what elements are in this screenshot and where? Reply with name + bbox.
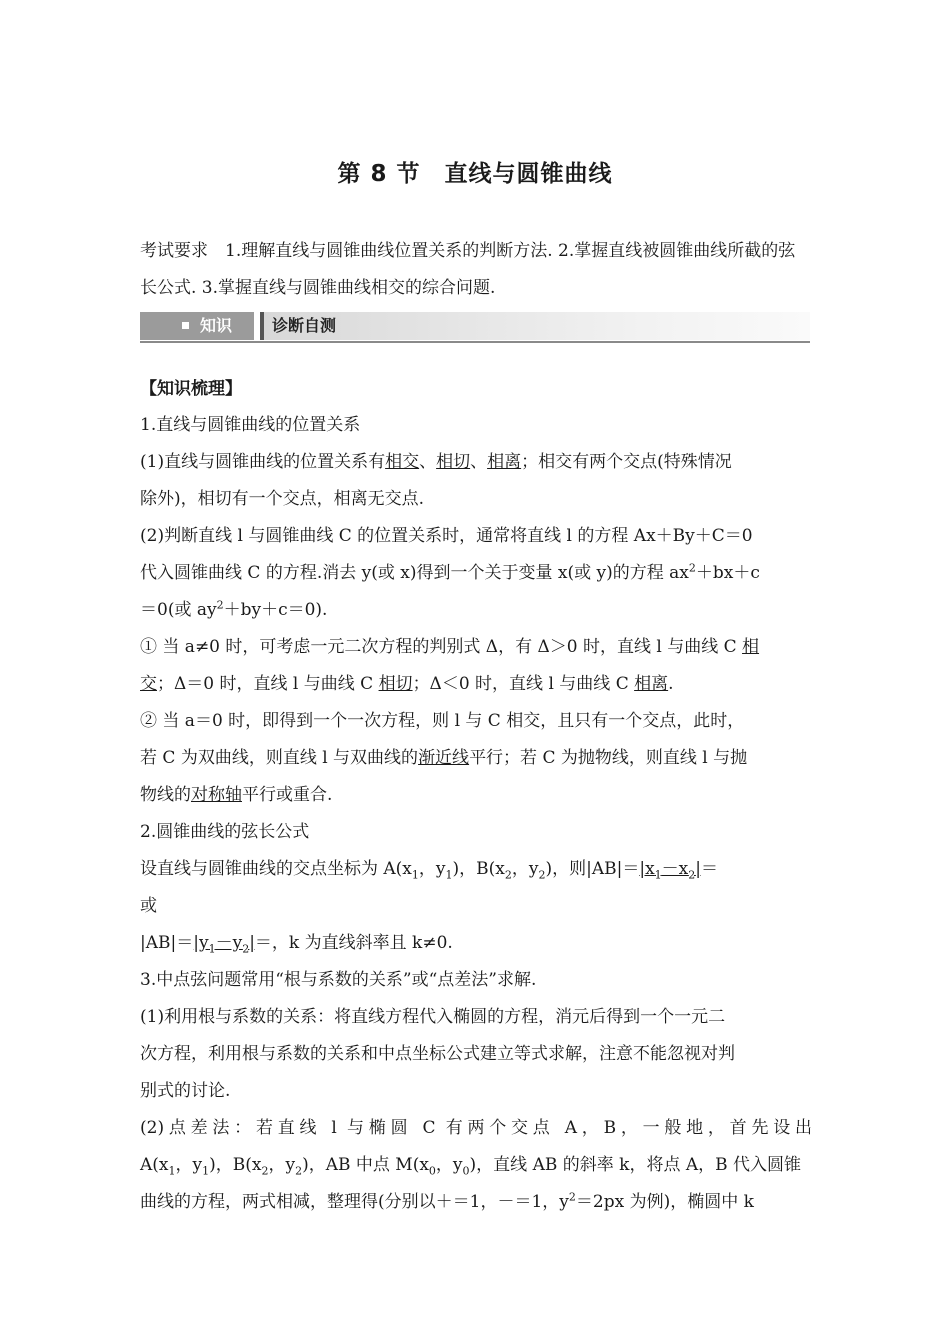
square-bullet-icon — [182, 322, 189, 329]
s2-line3: $|AB|=|y_1-y_2|=$，k 为直线斜率且 k≠0. — [140, 933, 453, 956]
banner-divider-bar — [260, 312, 264, 340]
s3-para2-line3: 曲线的方程，两式相减，整理得(分别以＋＝1，－＝1，$y^2=2px$ 为例)，椭圆中 k — [140, 1190, 754, 1212]
s1-para2-line3: ＝0(或 $ay^2+by+c=0$). — [140, 598, 328, 620]
banner-right-label: 诊断自测 — [272, 316, 337, 335]
banner-underline — [140, 341, 810, 343]
banner-knowledge-tab — [140, 312, 254, 340]
s3-para1-line3: 别式的讨论. — [140, 1081, 231, 1101]
s1-para1-line1: (1)直线与圆锥曲线的位置关系有相交、相切、相离；相交有两个交点(特殊情况 — [140, 452, 732, 472]
banner-diagnosis-tab — [260, 312, 810, 340]
chord-formula-x: $|x_1-x_2|$ — [639, 859, 701, 882]
s3-para2-line1: (2)点差法：若直线 l 与椭圆 C 有两个交点 A，B，一般地，首先设出 — [140, 1118, 812, 1138]
section-2-title: 2.圆锥曲线的弦长公式 — [140, 822, 310, 842]
s1-para4-line2: 若 C 为双曲线，则直线 l 与双曲线的渐近线平行；若 C 为抛物线，则直线 l 与抛 — [140, 748, 748, 768]
s2-line2: 或 — [140, 896, 157, 916]
s3-para1-line1: (1)利用根与系数的关系：将直线方程代入椭圆的方程，消元后得到一个一元二 — [140, 1007, 726, 1027]
exam-requirements: 考试要求 1.理解直线与圆锥曲线位置关系的判断方法. 2.掌握直线被圆锥曲线所截的弦长公式. 3.掌握直线与圆锥曲线相交的综合问题. — [140, 241, 796, 298]
section-banner — [140, 312, 810, 340]
s1-para4-line3: 物线的对称轴平行或重合. — [140, 785, 333, 805]
answer-tangent: 相切 — [436, 452, 471, 472]
s1-para2-line2: 代入圆锥曲线 C 的方程.消去 y(或 x)得到一个关于变量 x(或 y)的方程 $ax^2+bx+c$ — [140, 561, 760, 583]
section-3-title: 3.中点弦问题常用“根与系数的关系”或“点差法”求解. — [140, 970, 537, 990]
answer-separate: 相离 — [487, 452, 522, 472]
s1-para1-line2: 除外)，相切有一个交点，相离无交点. — [140, 489, 425, 509]
answer-axis: 对称轴 — [191, 785, 242, 805]
s2-line1: 设直线与圆锥曲线的交点坐标为 $A(x_1$，$y_1$)，$B(x_2$，$y_2$)，则$|AB|=|x_1-x_2|=$ — [140, 859, 718, 882]
s3-para2-line2: $A(x_1$，$y_1$)，$B(x_2$，$y_2$)，AB 中点 $M(x_0$，$y_0$)，直线 AB 的斜率 k，将点 A，B 代入圆锥 — [140, 1155, 802, 1178]
s1-para2-line1: (2)判断直线 l 与圆锥曲线 C 的位置关系时，通常将直线 l 的方程 Ax＋By＋C＝0 — [140, 526, 753, 546]
s1-para4-line1: ② 当 a＝0 时，即得到一个一次方程，则 l 与 C 相交，且只有一个交点，此时， — [140, 711, 745, 731]
answer-asymptote: 渐近线 — [418, 748, 470, 768]
page-title: 第 8 节 直线与圆锥曲线 — [337, 161, 613, 187]
s3-para1-line2: 次方程，利用根与系数的关系和中点坐标公式建立等式求解，注意不能忽视对判 — [140, 1044, 735, 1064]
chord-formula-y: $|y_1-y_2|$ — [193, 933, 255, 956]
knowledge-heading: 【知识梳理】 — [140, 379, 242, 399]
answer-intersect: 相交 — [385, 452, 420, 472]
s1-para3-line1: ① 当 a≠0 时，可考虑一元二次方程的判别式 Δ，有 Δ＞0 时，直线 l 与曲线 C 相 — [140, 637, 760, 657]
banner-left-label: 知识 — [200, 316, 233, 335]
section-1-title: 1.直线与圆锥曲线的位置关系 — [140, 415, 361, 435]
s1-para3-line2: 交；Δ＝0 时，直线 l 与曲线 C 相切；Δ＜0 时，直线 l 与曲线 C 相离. — [140, 674, 674, 694]
